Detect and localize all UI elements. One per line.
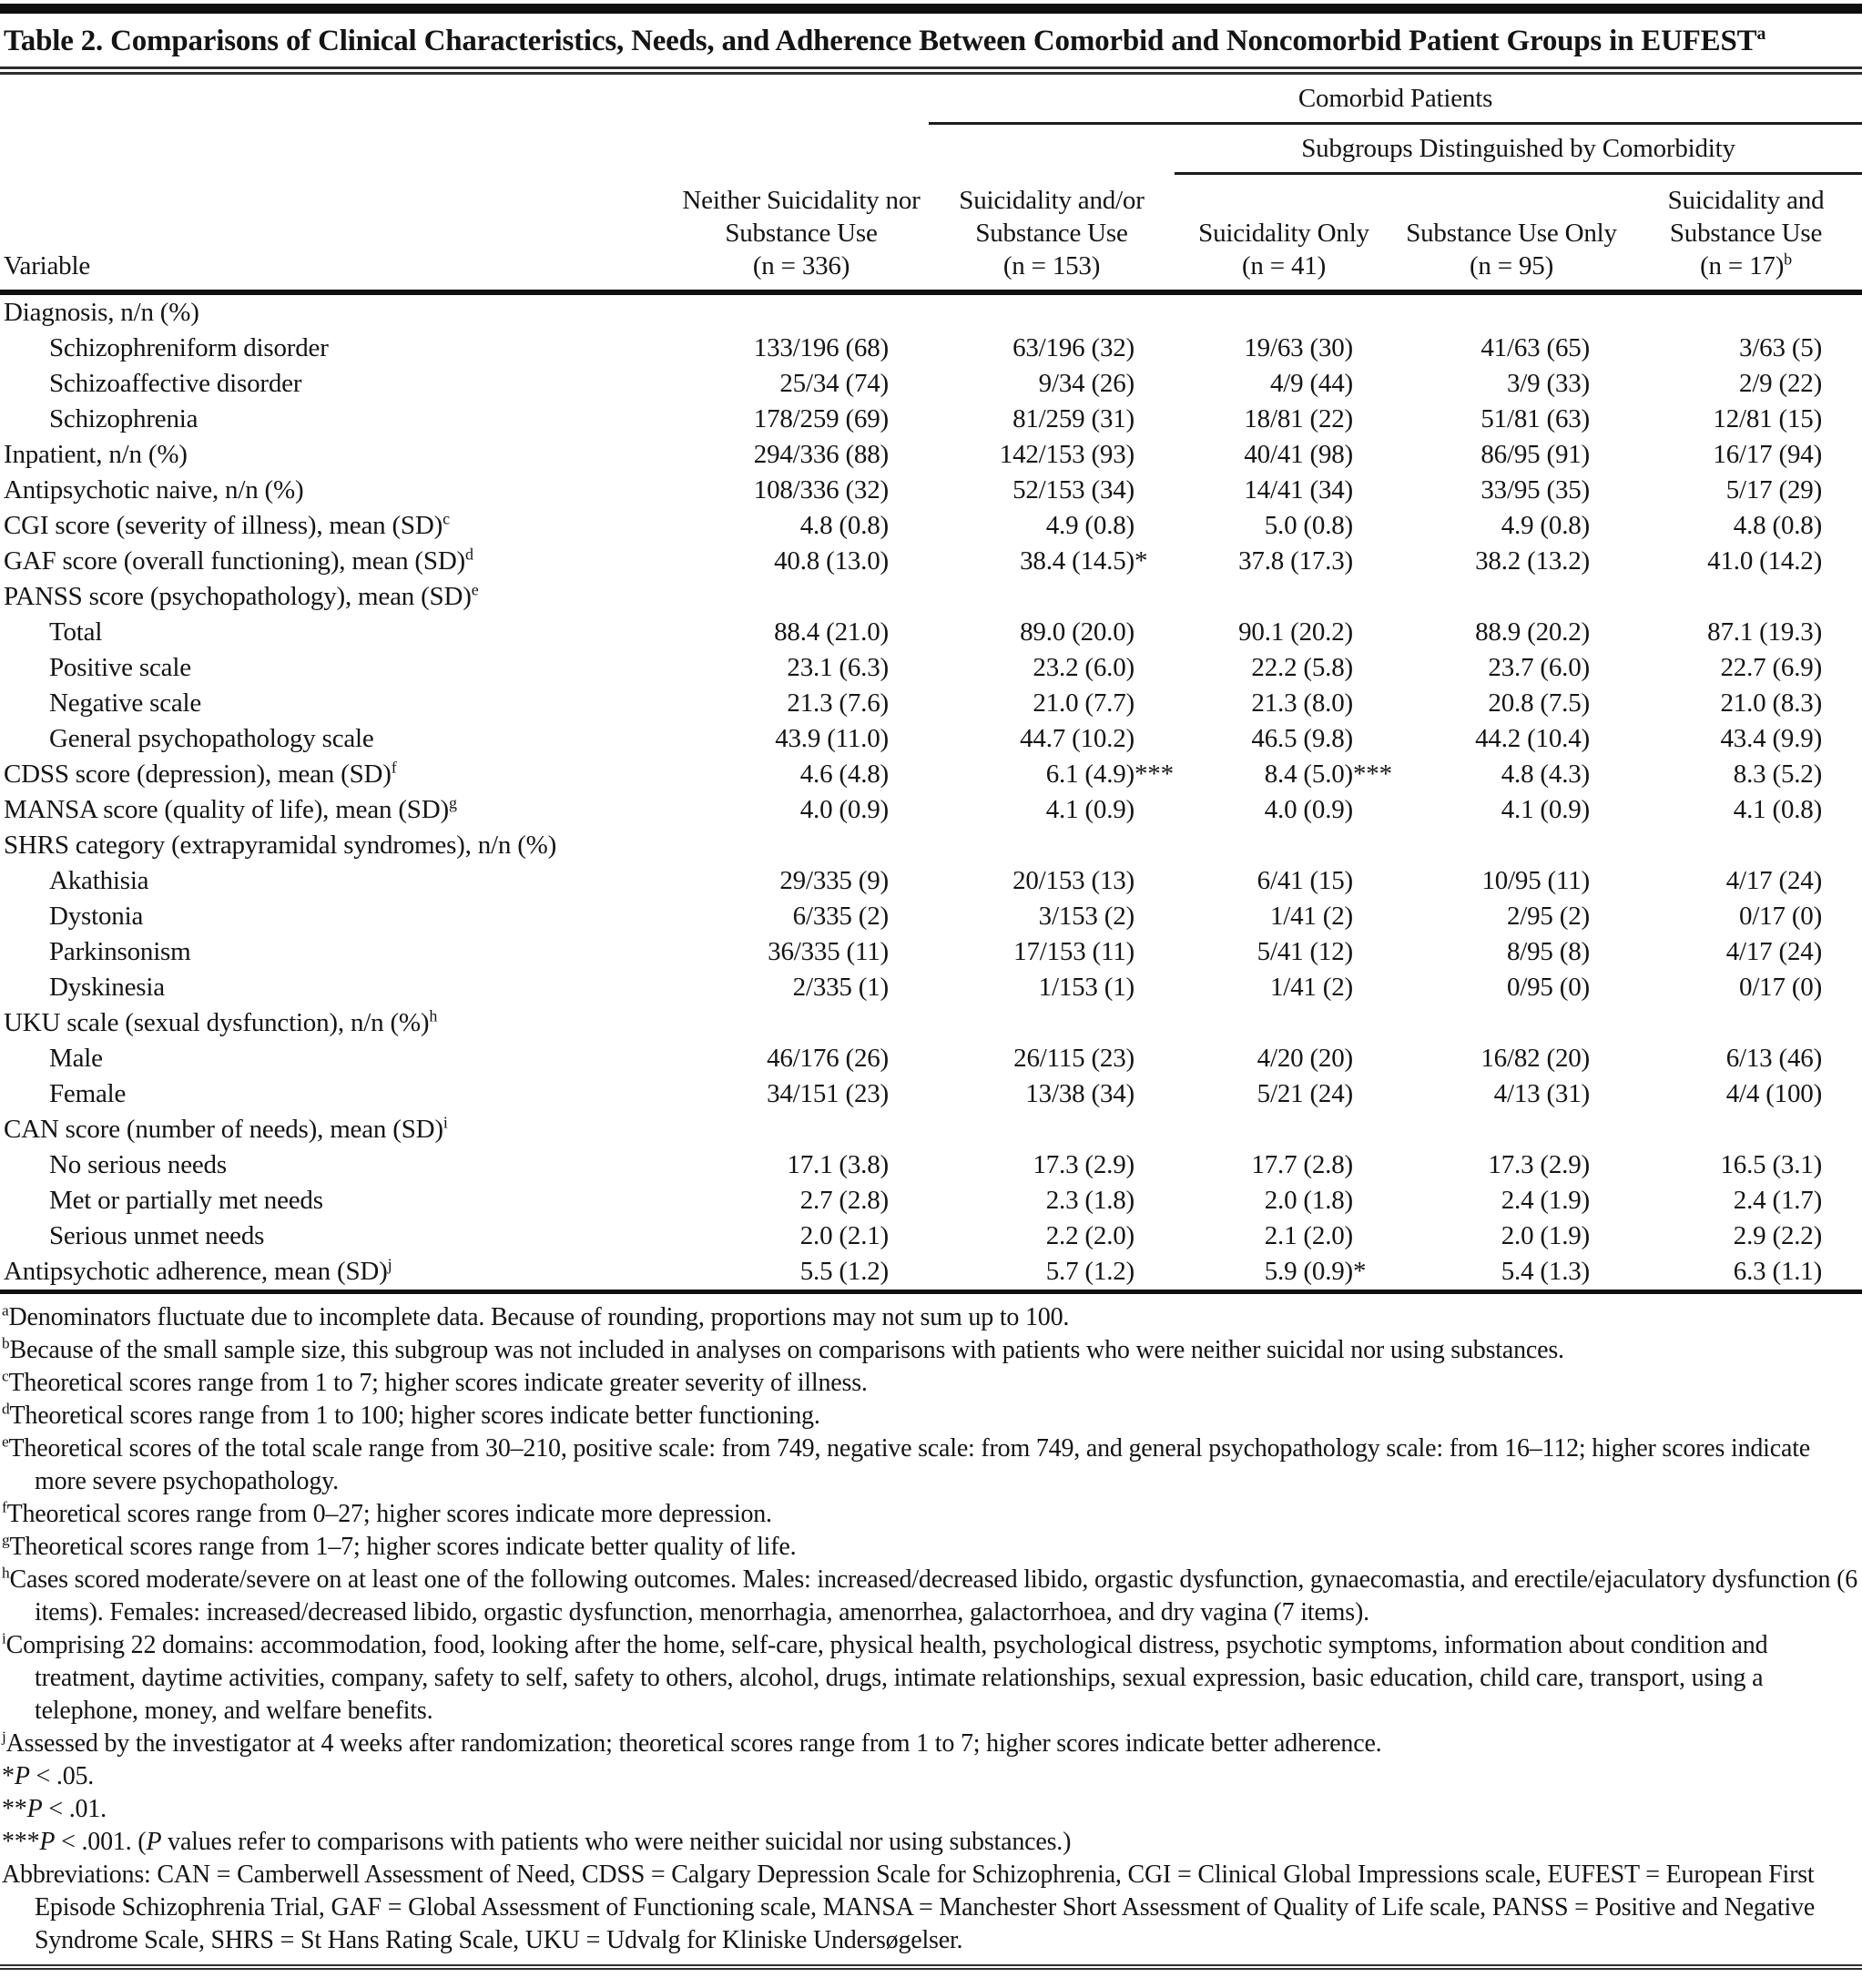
table-row [0,757,1862,792]
table-row [0,721,1862,757]
footnotes-block [0,1301,1862,1957]
data-cell: 1/153 (1) [1038,973,1134,1002]
row-label: PANSS score (psychopathology), mean (SD)$^e$ [4,580,479,611]
table-row [0,1254,1862,1292]
data-cell: 17.3 (2.9) [1488,1150,1590,1179]
row-label: CAN score (number of needs), mean (SD)$^i$ [4,1113,448,1144]
data-cell: 46.5 (9.8) [1251,724,1353,753]
footnote: $^h$Cases scored moderate/severe on at least one of the following outcomes. Males: increased/decreased libido, orgastic dysfunction, gynaecomastia, and erectile/ejaculatory dysfunction (6 items). Females: increased/decreased libido, orgastic dysfunction, menorrhagia, amenorrhea, galactorrhoea, and dry vagina (7 items). [2,1564,1857,1626]
data-cell: 14/41 (34) [1244,475,1353,505]
data-cell [674,579,929,615]
data-cell: 6.1 (4.9)*** [1045,760,1174,789]
data-cell: 16.5 (3.1) [1720,1150,1823,1179]
table-row [0,402,1862,437]
data-cell: 5.0 (0.8) [1264,511,1353,540]
data-cell: 22.2 (5.8) [1251,653,1353,682]
table-row [0,1147,1862,1183]
data-cell: 87.1 (19.3) [1707,617,1823,647]
data-cell: 33/95 (35) [1480,475,1590,505]
data-cell: 89.0 (20.0) [1020,617,1134,647]
data-cell: 43.9 (11.0) [775,724,889,753]
data-cell: 52/153 (34) [1012,475,1134,505]
data-cell: 81/259 (31) [1012,404,1134,433]
data-cell: 44.7 (10.2) [1020,724,1134,753]
data-cell [1393,292,1630,331]
table-row [0,1041,1862,1076]
data-cell: 4/17 (24) [1725,866,1823,895]
data-cell: 2/335 (1) [792,973,889,1002]
data-cell: 44.2 (10.4) [1475,724,1590,753]
data-cell: 17.7 (2.8) [1251,1150,1353,1179]
data-cell: 23.2 (6.0) [1033,653,1134,682]
data-cell: 2.0 (2.1) [799,1221,889,1250]
data-cell: 3/153 (2) [1038,902,1134,931]
data-cell [1175,1112,1393,1147]
data-cell: 20.8 (7.5) [1488,688,1590,718]
column-header-3: Suicidality Only (n = 41) [1175,174,1393,293]
row-label: Dystonia [49,902,144,931]
row-label: Positive scale [49,653,191,682]
data-cell [1393,579,1630,615]
table-row [0,473,1862,508]
footnote: ***P < .001. (P values refer to comparisons with patients who were neither suicidal nor using substances.) [2,1828,1072,1856]
data-cell: 133/196 (68) [753,333,889,362]
data-cell [674,1005,929,1041]
data-cell: 16/17 (94) [1713,440,1823,469]
footnote: $^b$Because of the small sample size, this subgroup was not included in analyses on comparisons with patients who were neither suicidal nor using substances. [2,1334,1564,1364]
row-label: Antipsychotic naive, n/n (%) [4,475,304,505]
data-cell [929,828,1175,863]
header-span-row-subgroups [0,124,1862,174]
data-cell [674,828,929,863]
column-header-5: Suicidality and Substance Use (n = 17)$^b$ [1630,174,1862,293]
row-label: Total [49,617,103,647]
row-label: General psychopathology scale [49,724,374,753]
row-label: Male [49,1044,103,1073]
data-cell: 21.3 (8.0) [1251,688,1353,718]
footnote: $^g$Theoretical scores range from 1–7; higher scores indicate better quality of life. [2,1531,797,1561]
data-cell: 4.6 (4.8) [799,760,889,789]
data-cell: 8.4 (5.0)*** [1264,760,1392,789]
table-row [0,1076,1862,1112]
data-cell: 88.4 (21.0) [774,617,889,647]
data-cell [1175,1005,1393,1041]
title-separator-rule [0,66,1862,75]
data-cell: 43.4 (9.9) [1720,724,1823,753]
data-cell: 4.9 (0.8) [1501,511,1590,540]
row-label: Schizophreniform disorder [49,333,329,362]
comparison-table [0,75,1862,1294]
row-label: Antipsychotic adherence, mean (SD)$^j$ [0,1254,674,1292]
header-spacer [0,124,1175,174]
data-cell: 4.1 (0.9) [1045,795,1134,824]
data-cell: 6/13 (46) [1725,1044,1823,1073]
data-cell: 90.1 (20.2) [1238,617,1353,647]
data-cell: 4/13 (31) [1493,1079,1590,1108]
row-label: Schizoaffective disorder [49,369,302,398]
bottom-rule [0,1964,1862,1970]
header-spacer [0,75,929,124]
table-row [0,292,1862,331]
data-cell: 8/95 (8) [1506,937,1590,966]
footnote: *P < .05. [2,1762,95,1790]
data-cell: 6/335 (2) [792,902,889,931]
table-row [0,828,1862,863]
data-cell: 5/21 (24) [1257,1079,1353,1108]
data-cell [1630,1112,1862,1147]
data-cell: 5.4 (1.3) [1393,1254,1630,1292]
data-cell: 178/259 (69) [753,404,889,433]
data-cell: 5.9 (0.9)* [1175,1254,1393,1292]
data-cell: 29/335 (9) [779,866,889,895]
row-label: MANSA score (quality of life), mean (SD)$^g$ [4,793,457,824]
row-label: No serious needs [49,1150,227,1179]
data-cell: 5/17 (29) [1725,475,1823,505]
data-cell: 34/151 (23) [767,1079,889,1108]
data-cell: 8.3 (5.2) [1733,760,1823,789]
data-cell: 4.0 (0.9) [1264,795,1353,824]
data-cell: 2.7 (2.8) [799,1186,889,1215]
table-body [0,292,1862,1292]
table-title-superscript: a [1756,24,1766,44]
data-cell [674,292,929,331]
data-cell: 3/9 (33) [1506,369,1590,398]
data-cell: 25/34 (74) [779,369,889,398]
data-cell: 0/17 (0) [1739,902,1823,931]
column-header-1: Neither Suicidality nor Substance Use (n = 336) [674,174,929,293]
footnote: **P < .01. [2,1795,107,1823]
data-cell: 4.8 (0.8) [799,511,889,540]
data-cell [1630,579,1862,615]
row-label: Akathisia [49,866,149,895]
row-label: UKU scale (sexual dysfunction), n/n (%)$^h$ [4,1006,438,1037]
data-cell: 3/63 (5) [1739,333,1823,362]
data-cell: 63/196 (32) [1012,333,1134,362]
data-cell: 4.8 (0.8) [1733,511,1823,540]
data-cell: 6.3 (1.1) [1630,1254,1862,1292]
data-cell: 1/41 (2) [1269,902,1353,931]
table-row [0,1112,1862,1147]
data-cell: 5.7 (1.2) [929,1254,1175,1292]
table-row [0,1218,1862,1254]
data-cell [1630,828,1862,863]
row-label: Serious unmet needs [49,1221,265,1250]
data-cell [1393,1005,1630,1041]
table-row [0,508,1862,544]
data-cell: 38.2 (13.2) [1475,546,1590,576]
table-row [0,650,1862,686]
data-cell: 2.4 (1.9) [1501,1186,1590,1215]
data-cell: 41.0 (14.2) [1707,546,1823,576]
table-row [0,863,1862,899]
row-label: Negative scale [49,688,202,718]
data-cell: 4/4 (100) [1725,1079,1823,1108]
data-cell: 21.0 (8.3) [1720,688,1823,718]
data-cell [674,1112,929,1147]
data-cell: 5/41 (12) [1257,937,1353,966]
data-cell: 51/81 (63) [1480,404,1590,433]
data-cell: 5.5 (1.2) [674,1254,929,1292]
data-cell: 10/95 (11) [1481,866,1590,895]
table-row [0,331,1862,366]
data-cell [1175,579,1393,615]
data-cell: 2.0 (1.8) [1264,1186,1353,1215]
data-cell: 12/81 (15) [1713,404,1823,433]
data-cell: 9/34 (26) [1038,369,1134,398]
data-cell: 22.7 (6.9) [1720,653,1823,682]
table-row [0,366,1862,402]
row-label: Parkinsonism [49,937,191,966]
data-cell [1175,292,1393,331]
data-cell: 38.4 (14.5)* [1020,546,1148,576]
data-cell: 2.2 (2.0) [1045,1221,1134,1250]
footnote: $^d$Theoretical scores range from 1 to 100; higher scores indicate better functioning. [2,1400,820,1430]
table-title [0,22,1862,61]
data-cell: 26/115 (23) [1013,1044,1134,1073]
footnote: $^j$Assessed by the investigator at 4 weeks after randomization; theoretical scores range from 1 to 7; higher scores indicate better adherence. [2,1728,1382,1758]
data-cell: 88.9 (20.2) [1475,617,1590,647]
subgroups-span-header: Subgroups Distinguished by Comorbidity [1175,124,1862,174]
data-cell: 4.1 (0.8) [1733,795,1823,824]
data-cell: 37.8 (17.3) [1238,546,1353,576]
data-cell [929,1112,1175,1147]
data-cell: 4.8 (4.3) [1501,760,1590,789]
footnote: $^f$Theoretical scores range from 0–27; higher scores indicate more depression. [2,1498,772,1528]
comorbid-patients-span-header: Comorbid Patients [929,75,1862,124]
footnote: $^a$Denominators fluctuate due to incomplete data. Because of rounding, proportions may not sum up to 100. [2,1301,1070,1331]
data-cell: 21.3 (7.6) [787,688,889,718]
data-cell: 40/41 (98) [1244,440,1353,469]
footnote: $^c$Theoretical scores range from 1 to 7; higher scores indicate greater severity of illness. [2,1367,868,1397]
data-cell: 40.8 (13.0) [774,546,889,576]
data-cell: 108/336 (32) [753,475,889,505]
table-row [0,899,1862,934]
data-cell: 6/41 (15) [1257,866,1353,895]
table-row [0,792,1862,828]
row-label: SHRS category (extrapyramidal syndromes), n/n (%) [4,831,557,860]
data-cell [929,292,1175,331]
table-row [0,579,1862,615]
table-title-text: Table 2. Comparisons of Clinical Characteristics, Needs, and Adherence Between Comorbid and Noncomorbid Patient Groups in EUFEST [4,25,1757,57]
row-label: Female [49,1079,127,1108]
table-row [0,970,1862,1005]
row-label: Dyskinesia [49,973,165,1002]
variable-column-header: Variable [0,174,674,293]
footnote: Abbreviations: CAN = Camberwell Assessment of Need, CDSS = Calgary Depression Scale for Schizophrenia, CGI = Clinical Global Impressions scale, EUFEST = European First Episode Schizophrenia Trial, GAF = Global Assessment of Functioning scale, MANSA = Manchester Short Assessment of Quality of Life scale, PANSS = Positive and Negative Syndrome Scale, SHRS = St Hans Rating Scale, UKU = Udvalg for Kliniske Undersøgelser. [2,1861,1816,1954]
data-cell: 0/95 (0) [1506,973,1590,1002]
table-row [0,934,1862,970]
data-cell: 4.9 (0.8) [1045,511,1134,540]
row-label: CGI score (severity of illness), mean (SD)$^c$ [4,509,450,540]
data-cell: 13/38 (34) [1025,1079,1134,1108]
data-cell [929,579,1175,615]
header-span-row-comorbid [0,75,1862,124]
row-label: Schizophrenia [49,404,198,433]
data-cell [929,1005,1175,1041]
data-cell: 4.1 (0.9) [1501,795,1590,824]
data-cell: 17.1 (3.8) [787,1150,889,1179]
data-cell [1175,828,1393,863]
data-cell: 18/81 (22) [1244,404,1353,433]
data-cell: 4/20 (20) [1257,1044,1353,1073]
data-cell: 2/9 (22) [1739,369,1823,398]
data-cell: 20/153 (13) [1012,866,1134,895]
data-cell: 86/95 (91) [1480,440,1590,469]
data-cell: 19/63 (30) [1244,333,1353,362]
row-label: Diagnosis, n/n (%) [4,298,199,327]
column-header-4: Substance Use Only (n = 95) [1393,174,1630,293]
row-label: Met or partially met needs [49,1186,323,1215]
column-header-2: Suicidality and/or Substance Use (n = 153) [929,174,1175,293]
data-cell: 4.0 (0.9) [799,795,889,824]
table-row [0,544,1862,579]
top-rule [0,4,1862,14]
data-cell: 21.0 (7.7) [1033,688,1134,718]
data-cell: 2.1 (2.0) [1264,1221,1353,1250]
data-cell [1630,292,1862,331]
footnote: $^e$Theoretical scores of the total scale range from 30–210, positive scale: from 749, negative scale: from 749, and general psychopathology scale: from 16–112; higher scores indicate more severe psychopathology. [2,1432,1811,1495]
data-cell: 2.3 (1.8) [1045,1186,1134,1215]
data-cell: 4/9 (44) [1269,369,1353,398]
table-row [0,686,1862,721]
data-cell: 2/95 (2) [1506,902,1590,931]
footnote: $^i$Comprising 22 domains: accommodation, food, looking after the home, self-care, physical health, psychological distress, psychotic symptoms, information about condition and treatment, daytime activities, company, safety to self, safety to others, alcohol, drugs, intimate relationships, sexual expression, basic education, child care, transport, using a telephone, money, and welfare benefits. [2,1629,1768,1725]
data-cell: 16/82 (20) [1480,1044,1590,1073]
column-header-row [0,174,1862,293]
table-row [0,1183,1862,1218]
data-cell [1630,1005,1862,1041]
data-cell [1393,828,1630,863]
data-cell: 1/41 (2) [1269,973,1353,1002]
data-cell: 36/335 (11) [768,937,889,966]
data-cell: 142/153 (93) [999,440,1134,469]
data-cell: 2.0 (1.9) [1501,1221,1590,1250]
table-row [0,1005,1862,1041]
data-cell: 2.4 (1.7) [1733,1186,1823,1215]
data-cell: 0/17 (0) [1739,973,1823,1002]
data-cell: 4/17 (24) [1725,937,1823,966]
data-cell [1393,1112,1630,1147]
row-label: CDSS score (depression), mean (SD)$^f$ [4,758,397,789]
table-row [0,437,1862,473]
data-cell: 294/336 (88) [753,440,889,469]
row-label: GAF score (overall functioning), mean (SD)$^d$ [4,545,473,576]
data-cell: 41/63 (65) [1480,333,1590,362]
data-cell: 46/176 (26) [767,1044,889,1073]
table-row [0,615,1862,650]
data-cell: 17.3 (2.9) [1033,1150,1134,1179]
data-cell: 2.9 (2.2) [1733,1221,1823,1250]
data-cell: 23.7 (6.0) [1488,653,1590,682]
data-cell: 17/153 (11) [1013,937,1134,966]
row-label: Inpatient, n/n (%) [4,440,188,469]
data-cell: 23.1 (6.3) [787,653,889,682]
